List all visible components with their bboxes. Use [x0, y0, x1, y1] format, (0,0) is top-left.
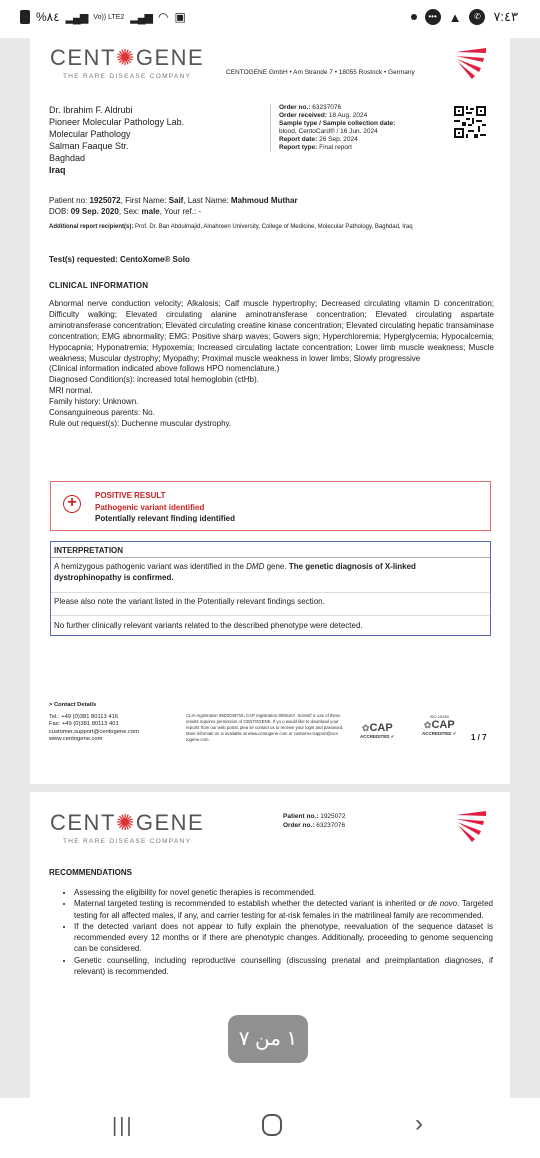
doctor-address: Dr. Ibrahim F. Aldrubi Pioneer Molecular Pathology Lab. Molecular Pathology Salman Faaque Str. Baghdad Iraq: [49, 105, 185, 175]
status-right: [411, 9, 518, 25]
centogene-rays-icon: [454, 46, 488, 80]
network-label: Vo)) LTE2: [93, 13, 125, 21]
interpretation-no-further: No further clinically relevant variants related to the described phenotype were detected.: [54, 621, 363, 630]
status-bar: [0, 0, 540, 38]
battery-icon: [20, 10, 30, 24]
back-icon[interactable]: ›: [415, 1110, 423, 1137]
result-finding: Potentially relevant finding identified: [95, 514, 236, 523]
page2-order-meta: Patient no.: 1925072 Order no.: 63237076: [283, 813, 346, 829]
whatsapp-icon: ✆: [469, 9, 485, 25]
page-number: 1 / 7: [471, 733, 487, 742]
list-item: • Assessing the eligibility for novel genetic therapies is recommended.: [74, 887, 493, 898]
contact-details: > Contact Details Tel.: +49 (0)381 80113 416 Fax: +49 (0)381 80113 401 customer.support@centogene.com www.centogene.com: [49, 702, 139, 742]
recommendations-list: [64, 887, 493, 977]
logo-tagline: THE RARE DISEASE COMPANY: [62, 73, 192, 80]
result-variant: Pathogenic variant identified: [95, 502, 205, 512]
cap-seal-icon: ✿: [361, 723, 370, 733]
result-title: POSITIVE RESULT: [95, 491, 166, 500]
gallery-icon: ▲: [448, 9, 462, 25]
status-left: [20, 10, 186, 24]
report-page-1: [30, 38, 510, 784]
wifi-icon: ◠: [158, 10, 169, 24]
clinical-info-body: Abnormal nerve conduction velocity; Alkalosis; Calf muscle hypertrophy; Decreased circulating vitamin D concentration; Difficulty walking; Elevated circulating alanine aminotransferase concentration; Elevated circulating aspartate aminotransferase concentration; Elevated circulating creatine kinase concentration; Elevated circulating hepatic transaminase concentration; EMG abnormality; EMG: Positive sharp waves; Gowers sign; Hyperchloremia; Hyperglycemia; Hypocalcemia; Hypocapnia; Hyponatremia; Hypoxemia; Increased circulating lactate concentration; Lower limb muscle weakness; Muscle weakness; Muscular dystrophy; Myopathy; Proximal muscle weakness in lower limbs; Slowly progressive (Clinical information indicated above follows HPO nomenclature.) Diagnosed Condition(s): increased total hemoglobin (ctHb). MRI normal. Family history: Unknown. Consanguineous parents: No. Rule out request(s): Duchenne muscular dystrophy.: [49, 299, 494, 428]
logo-sun-icon: ✺: [115, 45, 136, 70]
tests-requested: Test(s) requested: CentoXome® Solo: [49, 255, 190, 264]
cap-accredited-badge: ✿CAP ACCREDITED ✔: [360, 722, 395, 739]
battery-percent: %٨٤: [36, 10, 60, 24]
cap-iso-badge: ISO 15189 ✿CAP ACCREDITED ✔: [422, 714, 457, 736]
positive-result-box: [50, 481, 491, 531]
centogene-rays-icon-2: [454, 809, 488, 843]
order-details: Order no.: 63237076 Order received: 18 Aug. 2024 Sample type / Sample collection date: blood, CentoCard® / 16 Jun. 2024 Report date: 26 Sep. 2024 Report type: Final report: [270, 104, 395, 152]
list-item: • Maternal targeted testing is recommended to establish whether the detected variant is inherited or de novo. Targeted testing for all affected males, if any, and carrier testing for at-risk females in the matrilineal family are recommended.: [74, 898, 493, 921]
list-item: • Genetic counselling, including reproductive counselling (discussing prenatal and preimplantation diagnoses, if relevant) is recommended.: [74, 955, 493, 978]
recent-apps-icon[interactable]: |||: [112, 1115, 134, 1137]
message-icon: •••: [425, 9, 441, 25]
centogene-logo: CENT✺GENE THE RARE DISEASE COMPANY: [50, 45, 205, 80]
interpretation-box: [50, 541, 491, 636]
interpretation-text: A hemizygous pathogenic variant was identified in the DMD gene. The genetic diagnosis of X-linked dystrophinopathy is confirmed.: [54, 562, 416, 582]
recommendations-heading: RECOMMENDATIONS: [49, 868, 132, 877]
page-indicator: ١ من ٧: [228, 1015, 308, 1063]
cap-seal-icon-2: ✿: [423, 720, 432, 730]
company-address: CENTOGENE GmbH • Am Strande 7 • 18055 Rostock • Germany: [226, 69, 415, 76]
clia-registration: CLIA registration 99D2049715; CAP registration 8005167. Scientif ic use of these results requires permission of CENTOGENE. If yo u would like to download your reports from our web portal, plea se contact us to receive your login and password. More informati on is available at www.centogene.com or customer.support@cen togene.com.: [186, 713, 344, 742]
clock-time: ٧:٤٣: [493, 9, 518, 24]
signal-icon-2: ▂▄▆: [130, 11, 152, 24]
interpretation-note: Please also note the variant listed in the Potentially relevant findings section.: [54, 597, 325, 606]
centogene-logo-2: CENT✺GENE THE RARE DISEASE COMPANY: [50, 810, 205, 845]
list-item: • If the detected variant does not appear to fully explain the phenotype, reevaluation of the sequence dataset is recommended every 12 months or if there are phenotypic changes. Additionally, proceeding to genome sequencing can be considered.: [74, 921, 493, 955]
dot-icon: [411, 14, 417, 20]
additional-recipients: Additional report recipient(s): Prof. Dr. Ban Abdulmajid, Alnahreen University, College of Medicine, Molecular Pathology, Baghdad, Iraq: [49, 224, 413, 230]
notification-icon: ▣: [174, 10, 186, 24]
interpretation-heading: INTERPRETATION: [54, 546, 124, 555]
logo-sun-icon-2: ✺: [115, 810, 136, 835]
qr-code-icon[interactable]: [454, 106, 486, 138]
plus-circle-icon: +: [63, 495, 81, 513]
signal-icon: ▂▄▆: [65, 11, 88, 24]
android-nav-bar: [0, 1098, 540, 1158]
clinical-info-heading: CLINICAL INFORMATION: [49, 281, 149, 290]
patient-info: Patient no: 1925072, First Name: Saif, Last Name: Mahmoud Muthar DOB: 09 Sep. 2020, Sex: male, Your ref.: -: [49, 196, 298, 216]
home-icon[interactable]: [262, 1114, 282, 1136]
